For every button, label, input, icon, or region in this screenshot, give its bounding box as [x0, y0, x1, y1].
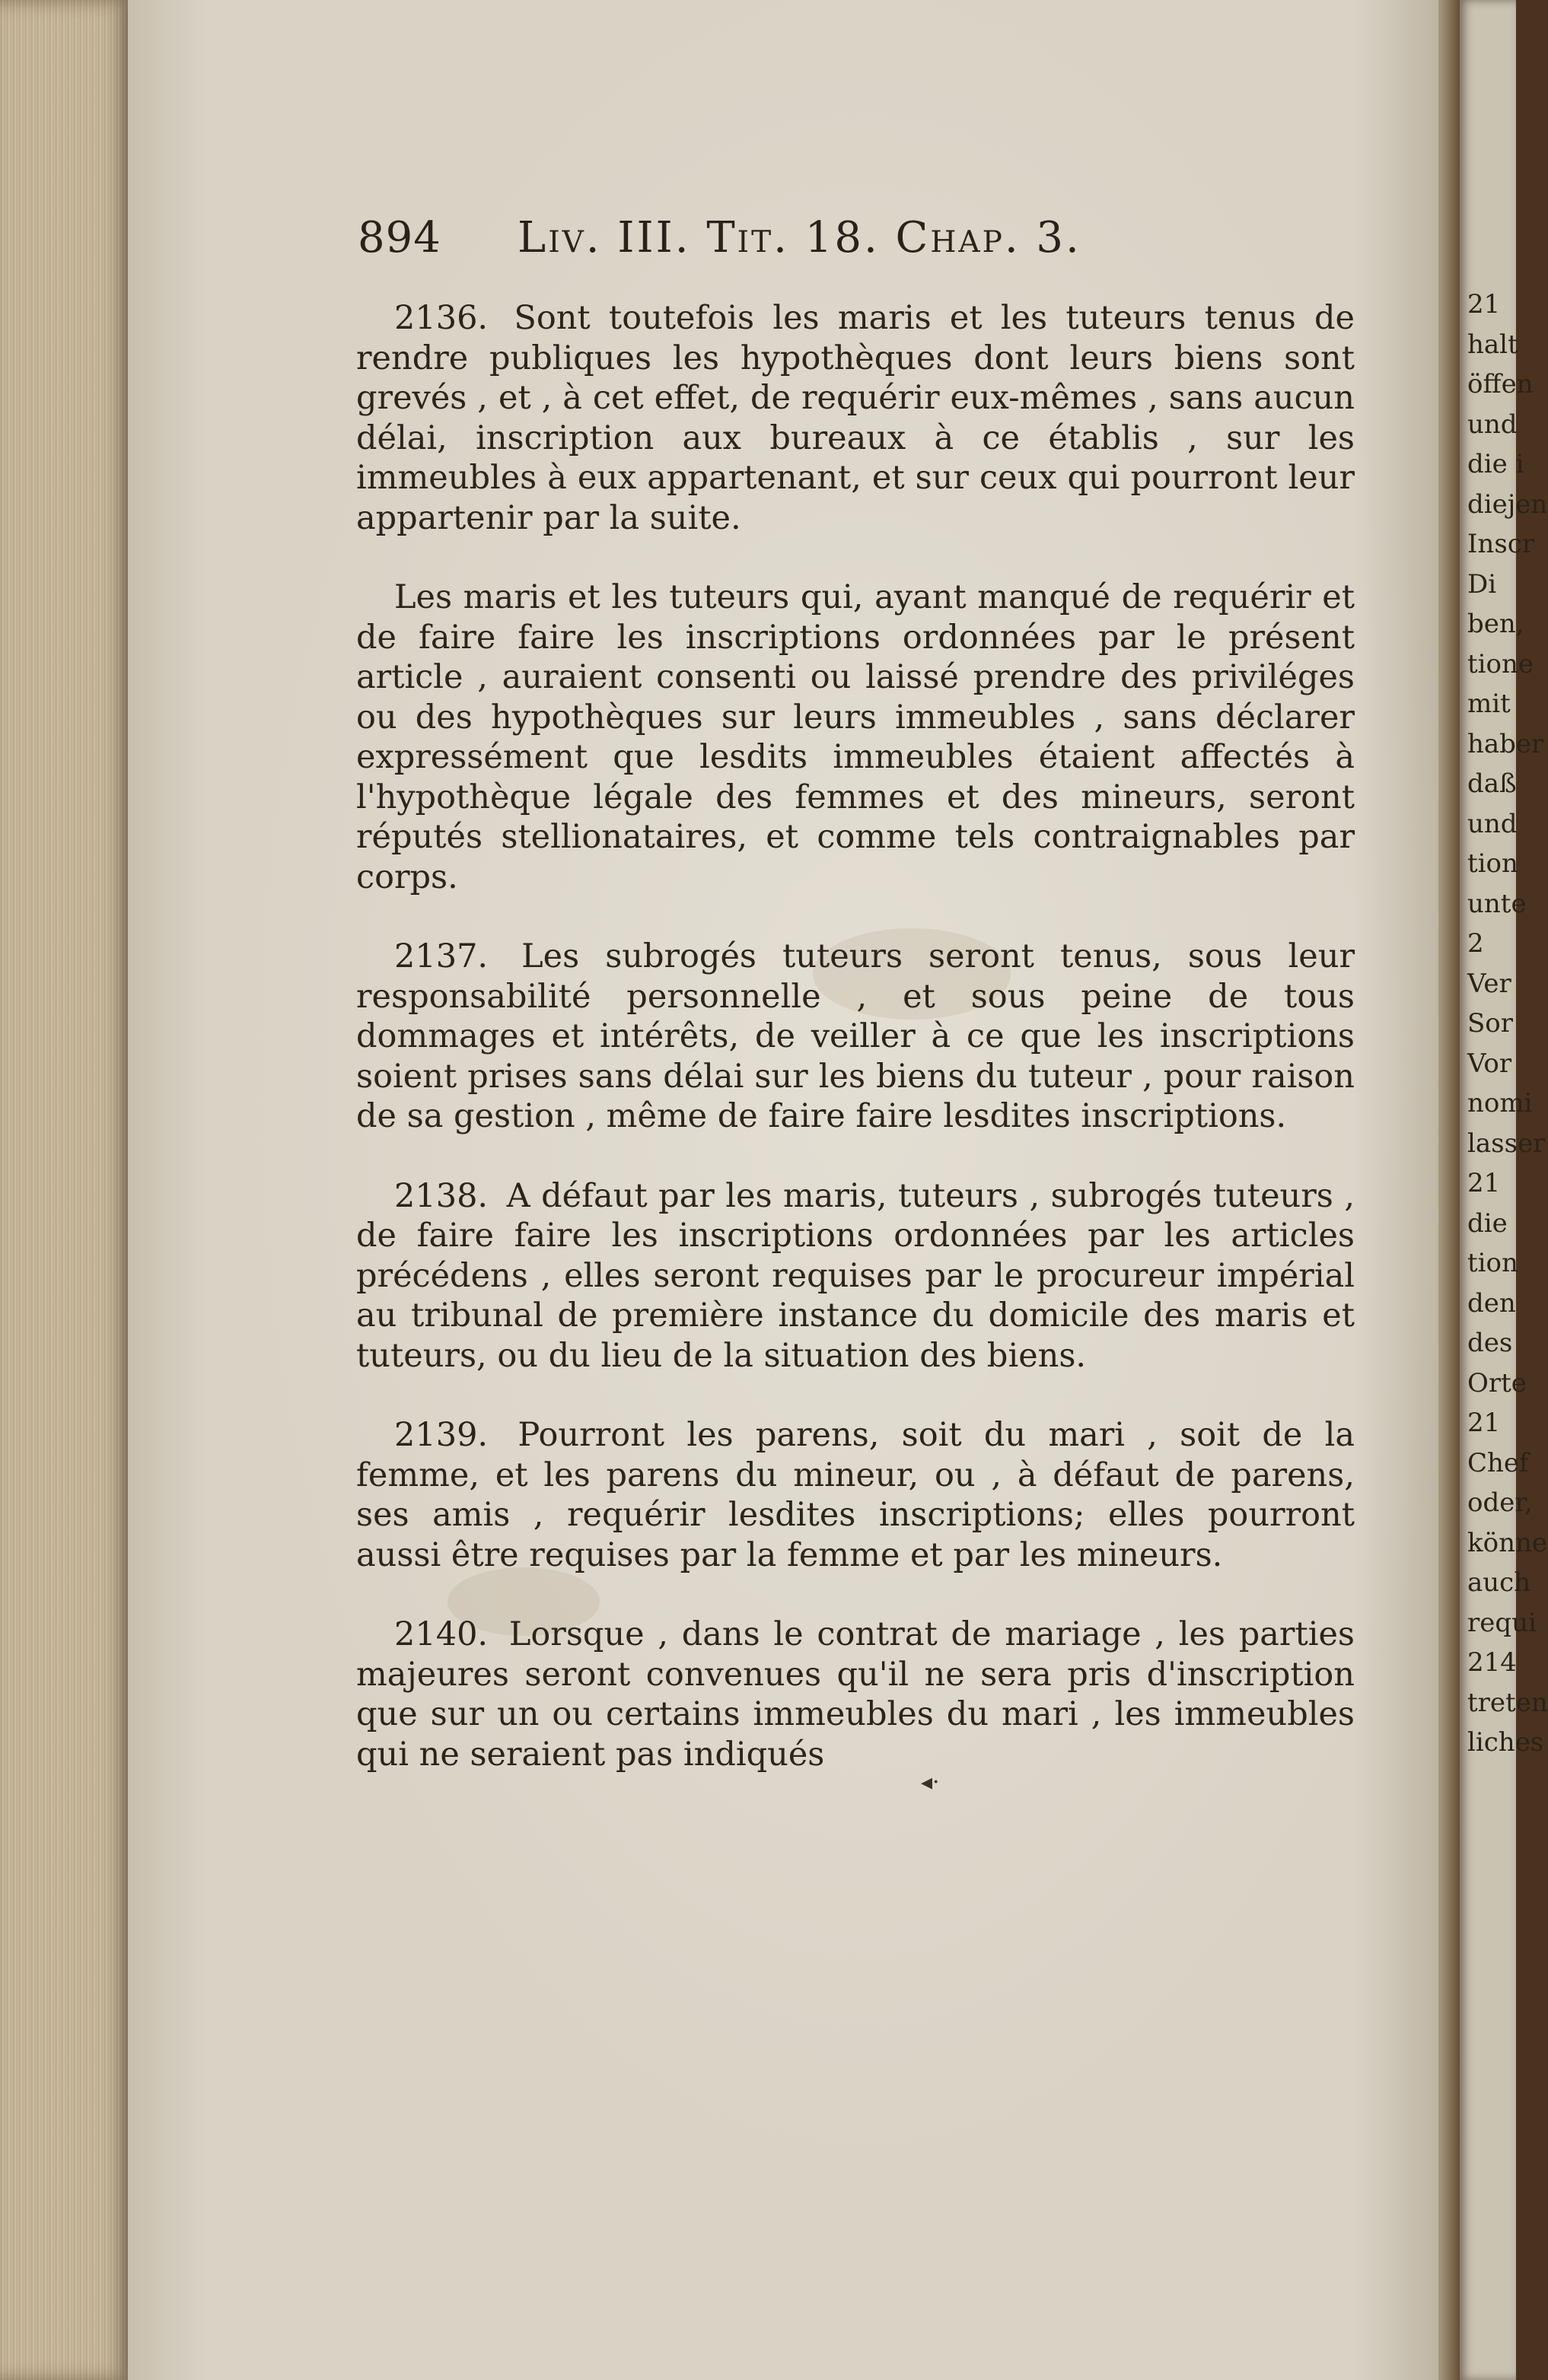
neighbor-page-fragment: Sor [1467, 1008, 1514, 1039]
neighbor-page-fragment: Chef [1467, 1447, 1529, 1478]
neighbor-page-fragment: 21 [1467, 1168, 1501, 1198]
article-text: Les subrogés tuteurs seront tenus, sous leur responsabilité personnelle , et sous peine de tous dommages et intérêts, de veiller à ce que les inscriptions soient prises sans délai sur les biens du tuteur , pour raison de sa gestion , même de faire faire lesdites inscriptions. [356, 937, 1355, 1135]
neighbor-page-fragment: tione [1467, 648, 1534, 679]
neighbor-page-fragment: und [1467, 808, 1518, 839]
article-text: A défaut par les maris, tuteurs , subrogés tuteurs , de faire faire les inscriptions ordonnées par les articles précédens , elles seront requises par le procureur impérial au tribunal de première instance du domicile des maris et tuteurs, ou du lieu de la situation des biens. [356, 1176, 1355, 1375]
neighbor-page-fragment: Vor [1467, 1048, 1512, 1079]
neighbor-page-fragment: die i [1467, 449, 1524, 479]
neighbor-page-fragment: auch [1467, 1567, 1531, 1598]
article-number: 2139. [394, 1416, 489, 1454]
neighbor-page-fragment: haber [1467, 728, 1544, 759]
neighbor-page-fragment: und [1467, 409, 1518, 440]
neighbor-page-fragment: Orte [1467, 1367, 1527, 1398]
article-2138 [356, 1176, 1355, 1376]
neighbor-page-fragment: tion [1467, 848, 1518, 879]
article-2140 [356, 1615, 1355, 1774]
article-number: 2137. [394, 937, 489, 975]
neighbor-page-fragment: lasser [1467, 1128, 1546, 1159]
neighbor-page-fragment: die [1467, 1208, 1508, 1239]
book-page-edges [0, 0, 137, 2380]
neighbor-page-fragment: Inscr [1467, 529, 1535, 559]
article-number: 2140. [394, 1615, 489, 1653]
neighbor-page-fragment: diejen [1467, 488, 1548, 520]
neighbor-page-fragment: treten [1467, 1687, 1548, 1718]
neighbor-page-fragment: 21 [1467, 289, 1501, 320]
neighbor-page-fragment: requi [1467, 1607, 1537, 1638]
neighbor-page-fragment: oder, [1467, 1488, 1533, 1518]
neighbor-page-fragment: 214 [1467, 1647, 1517, 1678]
article-text: Pourront les parens, soit du mari , soit de la femme, et les parens du mineur, ou , à défaut de parens, ses amis , requérir lesdites inscriptions; elles pourront aussi être requises par la femme et par les mineurs. [356, 1416, 1355, 1574]
neighbor-page-fragment: 2 [1467, 928, 1484, 959]
neighbor-page-fragment: des [1467, 1328, 1513, 1358]
article-number: 2138. [394, 1176, 489, 1215]
article-text: Lorsque , dans le contrat de mariage , les parties majeures seront convenues qu'il ne sera pris d'inscription que sur un ou certains immeubles du mari , les immeubles qui ne seraient pas indiqués [356, 1615, 1355, 1774]
neighbor-page [1460, 0, 1548, 2380]
neighbor-page-fragment: könne [1467, 1527, 1547, 1558]
running-header [358, 213, 1385, 274]
neighbor-page-fragment: daß [1467, 768, 1517, 799]
neighbor-page-fragment: liches [1467, 1727, 1544, 1758]
body-text [356, 298, 1355, 1814]
article-number: 2136. [394, 299, 489, 337]
article-2136-continued [356, 578, 1355, 897]
neighbor-page-fragment: den [1467, 1287, 1516, 1319]
neighbor-page-fragment: 21 [1467, 1408, 1501, 1438]
neighbor-page-fragment: halt [1467, 329, 1518, 360]
neighbor-page-fragment: unte [1467, 888, 1527, 919]
neighbor-page-fragment: Ver [1467, 968, 1511, 999]
page-number: 894 [358, 213, 441, 262]
article-2137 [356, 937, 1355, 1137]
article-text: Sont toutefois les maris et les tuteurs tenus de rendre publiques les hypothèques dont leurs biens sont grevés , et , à cet effet, de requérir eux-mêmes , sans aucun délai, inscription aux bureaux à ce établis , sur les immeubles à eux appartenant, et sur ceux qui pourront leur appartenir par la suite. [356, 299, 1355, 537]
running-title: Liv. III. Tit. 18. Chap. 3. [518, 213, 1081, 262]
neighbor-page-fragment: öffen [1467, 369, 1534, 399]
neighbor-page-fragment: mit [1467, 689, 1511, 719]
neighbor-page-fragment: nomi [1467, 1088, 1533, 1118]
neighbor-page-fragment: tion [1467, 1248, 1518, 1278]
article-text: Les maris et les tuteurs qui, ayant manqué de requérir et de faire faire les inscriptions ordonnées par le présent article , auraient consenti ou laissé prendre des priviléges ou des hypothèques sur leurs immeubles , sans déclarer expressément que lesdits immeubles étaient affectés à l'hypothèque légale des femmes et des mineurs, seront réputés stellionataires, et comme tels contraignables par corps. [356, 578, 1355, 896]
article-2139 [356, 1415, 1355, 1575]
neighbor-page-fragment: ben, [1467, 609, 1524, 639]
article-2136 [356, 298, 1355, 538]
printer-ornament: ◂· [921, 1769, 940, 1796]
neighbor-page-fragment: Di [1467, 568, 1497, 600]
